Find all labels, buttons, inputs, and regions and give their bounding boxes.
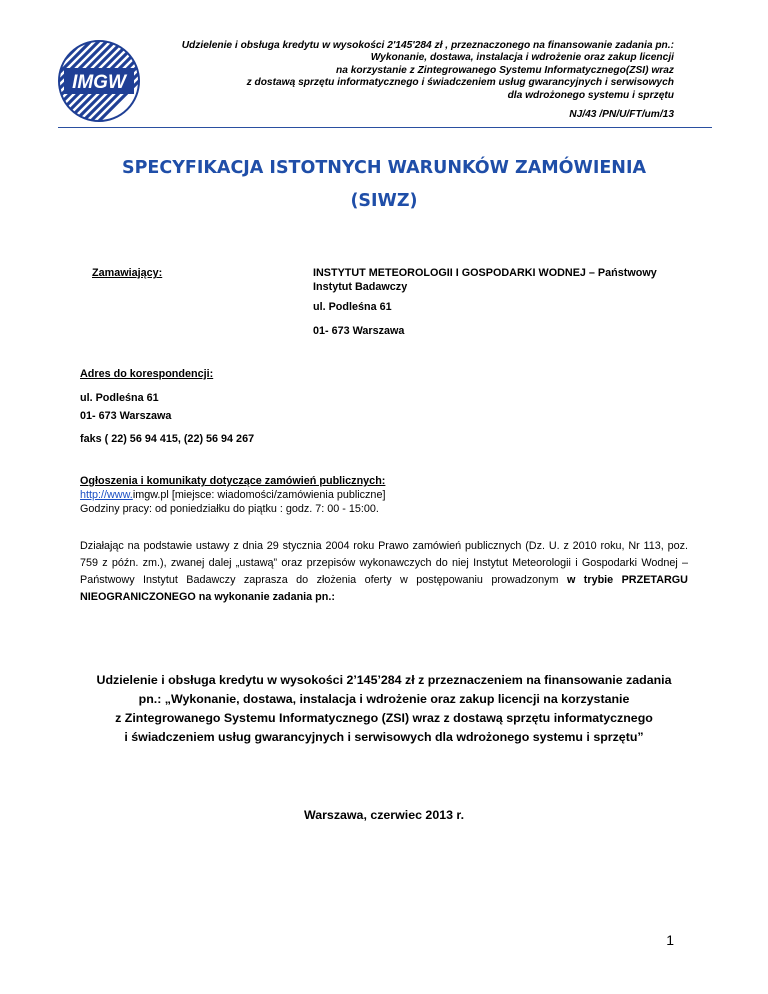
subject-line: i świadczeniem usług gwarancyjnych i serwisowych dla wdrożonego systemu i sprzętu” <box>124 730 644 744</box>
page-number: 1 <box>666 932 674 948</box>
document-subtitle: (SIWZ) <box>350 191 418 211</box>
header-line: Udzielenie i obsługa kredytu w wysokości 2'145'284 zł , przeznaczonego na finansowanie zadania pn.: <box>181 40 674 51</box>
document-title: SPECYFIKACJA ISTOTNYCH WARUNKÓW ZAMÓWIENIA <box>121 158 647 178</box>
header-line: z dostawą sprzętu informatycznego i świadczeniem usług gwarancyjnych i serwisowych <box>246 77 674 89</box>
correspondence-fax: faks ( 22) 56 94 415, (22) 56 94 267 <box>80 433 255 445</box>
website-link-rest: imgw.pl [miejsce: wiadomości/zamówienia publiczne] <box>132 489 386 501</box>
logo-text: IMGW <box>72 72 126 93</box>
contracting-street: ul. Podleśna 61 <box>313 301 392 313</box>
subject-line: pn.: „Wykonanie, dostawa, instalacja i wdrożenie oraz zakup licencji na korzystanie <box>138 692 630 706</box>
subject-line: z Zintegrowanego Systemu Informatycznego (ZSI) wraz z dostawą sprzętu informatycznego <box>115 711 653 725</box>
intro-paragraph <box>80 538 688 606</box>
correspondence-label: Adres do korespondencji: <box>80 368 214 380</box>
header-line: na korzystanie z Zintegrowanego Systemu Informatycznego(ZSI) wraz <box>336 64 674 76</box>
correspondence-city: 01- 673 Warszawa <box>80 410 172 422</box>
website-link[interactable]: http://www. <box>80 489 133 501</box>
header-line: Wykonanie, dostawa, instalacja i wdrożenie oraz zakup licencji <box>370 52 674 64</box>
contracting-name <box>313 266 713 294</box>
contract-subject <box>70 671 698 747</box>
announcements-label: Ogłoszenia i komunikaty dotyczące zamówień publicznych: <box>80 475 386 487</box>
contracting-name-line: Instytut Badawczy <box>313 281 408 293</box>
header-divider <box>58 127 712 128</box>
contracting-name-line: INSTYTUT METEOROLOGII I GOSPODARKI WODNEJ – Państwowy <box>313 267 657 279</box>
intro-text: Działając na podstawie ustawy z dnia 29 stycznia 2004 roku Prawo zamówień publicznych (Dz. U. z 2010 roku, Nr 113, poz. 759 z późn. zm.), zwanej dalej „ustawą” oraz przepisów wykonawczych do niej Instytut Meteorologii i Gospodarki Wodnej – Państwowy Instytut Badawczy zaprasza do złożenia oferty w postępowaniu prowadzonym <box>80 540 688 586</box>
header-line: dla wdrożonego systemu i sprzętu <box>507 89 674 101</box>
contracting-label: Zamawiający: <box>92 267 163 279</box>
subject-line: Udzielenie i obsługa kredytu w wysokości 2’145’284 zł z przeznaczeniem na finansowanie zadania <box>96 673 672 687</box>
intro-bold: w trybie PRZETARGU NIEOGRANICZONEGO na wykonanie zadania pn.: <box>80 574 688 603</box>
office-hours: Godziny pracy: od poniedziałku do piątku : godz. 7: 00 - 15:00. <box>80 503 379 515</box>
announcements-link-line <box>80 488 385 502</box>
reference-number: NJ/43 /PN/U/FT/um/13 <box>569 109 674 120</box>
correspondence-street: ul. Podleśna 61 <box>80 392 159 404</box>
place-date: Warszawa, czerwiec 2013 r. <box>303 808 465 822</box>
header-description <box>114 40 674 102</box>
contracting-city: 01- 673 Warszawa <box>313 325 405 337</box>
